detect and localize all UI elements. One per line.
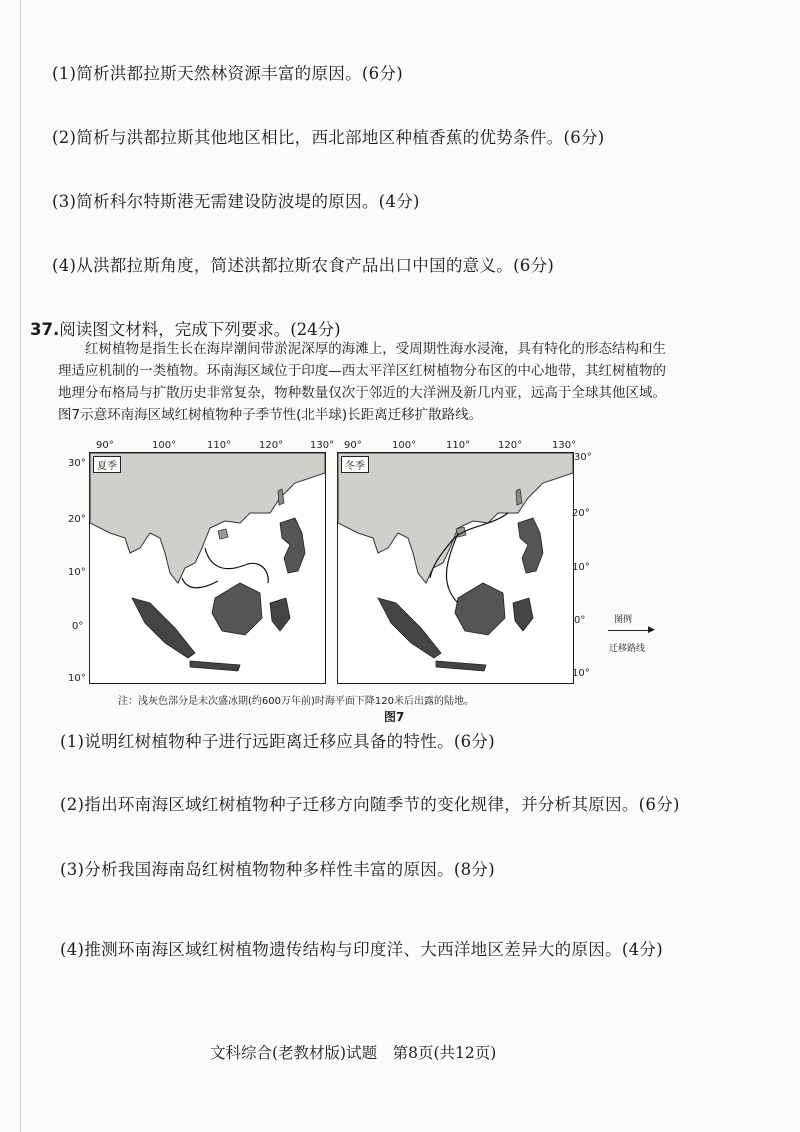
figure-note: 注：浅灰色部分是末次盛冰期(约600万年前)时海平面下降120米后出露的陆地。 <box>118 696 474 707</box>
q36-part2: (2)简析与洪都拉斯其他地区相比，西北部地区种植香蕉的优势条件。(6分) <box>52 128 605 147</box>
summer-map <box>89 452 326 684</box>
q37-part2: (2)指出环南海区域红树植物种子迁移方向随季节的变化规律，并分析其原因。(6分) <box>60 795 680 814</box>
philippines-summer <box>280 518 305 573</box>
lat-tick-10n-right: 10° <box>572 562 590 573</box>
page-margin-line <box>20 0 21 1132</box>
lat-tick-20-left: 20° <box>68 514 86 525</box>
q37-part3: (3)分析我国海南岛红树植物物种多样性丰富的原因。(8分) <box>60 860 495 879</box>
winter-map-drawing <box>338 453 573 683</box>
lon-tick-100-left: 100° <box>152 440 177 451</box>
legend-title: 图例 <box>614 615 633 625</box>
lat-tick-0-left: 0° <box>72 621 84 632</box>
lat-tick-30-right: 30° <box>574 452 592 463</box>
page-footer: 文科综合(老教材版)试题 第8页(共12页) <box>210 1044 497 1062</box>
lon-tick-120-left: 120° <box>259 440 284 451</box>
q37-part1: (1)说明红树植物种子进行远距离迁移应具备的特性。(6分) <box>60 732 495 751</box>
q37-passage: 红树植物是指生长在海岸潮间带淤泥深厚的海滩上，受周期性海水浸淹，具有特化的形态结构和生理适应机制的一类植物。环南海区域位于印度—西太平洋区红树植物分布区的中心地带，其红树植物的地理分布格局与扩散历史非常复杂，物种数量仅次于邻近的大洋洲及新几内亚，远高于全球其他区域。图7示意环南海区域红树植物种子季节性(北半球)长距离迁移扩散路线。 <box>58 341 666 423</box>
lon-tick-110-right: 110° <box>446 440 471 451</box>
figure-caption: 图7 <box>384 710 405 724</box>
legend-route-line <box>608 630 653 631</box>
summer-route-2 <box>182 578 218 588</box>
lat-tick-0-right: 0° <box>574 615 586 626</box>
lon-tick-90-left: 90° <box>96 440 114 451</box>
q37-instruction: 阅读图文材料，完成下列要求。(24分) <box>59 320 341 339</box>
lon-tick-90-right: 90° <box>344 440 362 451</box>
lat-tick-30-left: 30° <box>68 458 86 469</box>
lon-tick-110-left: 110° <box>207 440 232 451</box>
borneo-summer <box>212 583 262 635</box>
q36-part3: (3)简析科尔特斯港无需建设防波堤的原因。(4分) <box>52 192 420 211</box>
sulawesi-winter <box>513 598 533 631</box>
winter-label: 冬季 <box>341 456 369 473</box>
summer-route-1 <box>205 548 268 583</box>
summer-label: 夏季 <box>93 456 121 473</box>
java-winter <box>436 661 486 671</box>
sumatra-summer <box>132 598 195 658</box>
lat-tick-10s-right: 10° <box>572 668 590 679</box>
q36-part4: (4)从洪都拉斯角度，简述洪都拉斯农食产品出口中国的意义。(6分) <box>52 256 555 275</box>
philippines-winter <box>518 518 543 573</box>
lon-tick-130-left: 130° <box>310 440 335 451</box>
lat-tick-10n-left: 10° <box>68 567 86 578</box>
lat-tick-10s-left: 10° <box>68 673 86 684</box>
lon-tick-100-right: 100° <box>392 440 417 451</box>
q37-number: 37. <box>30 320 60 339</box>
hainan-summer <box>218 529 228 539</box>
borneo-winter <box>455 583 505 635</box>
lon-tick-120-right: 120° <box>498 440 523 451</box>
q37-heading <box>30 316 341 340</box>
summer-map-drawing <box>90 453 325 683</box>
lon-tick-130-right: 130° <box>552 440 577 451</box>
q37-part4: (4)推测环南海区域红树植物遗传结构与印度洋、大西洋地区差异大的原因。(4分) <box>60 940 663 959</box>
legend-label: 迁移路线 <box>609 644 646 654</box>
q36-part1: (1)简析洪都拉斯天然林资源丰富的原因。(6分) <box>52 64 403 83</box>
sulawesi-summer <box>270 598 290 631</box>
legend-arrow-icon: ▶ <box>648 625 655 635</box>
sumatra-winter <box>378 598 441 658</box>
winter-map <box>337 452 574 684</box>
java-summer <box>190 661 240 671</box>
lat-tick-20-right: 20° <box>572 508 590 519</box>
